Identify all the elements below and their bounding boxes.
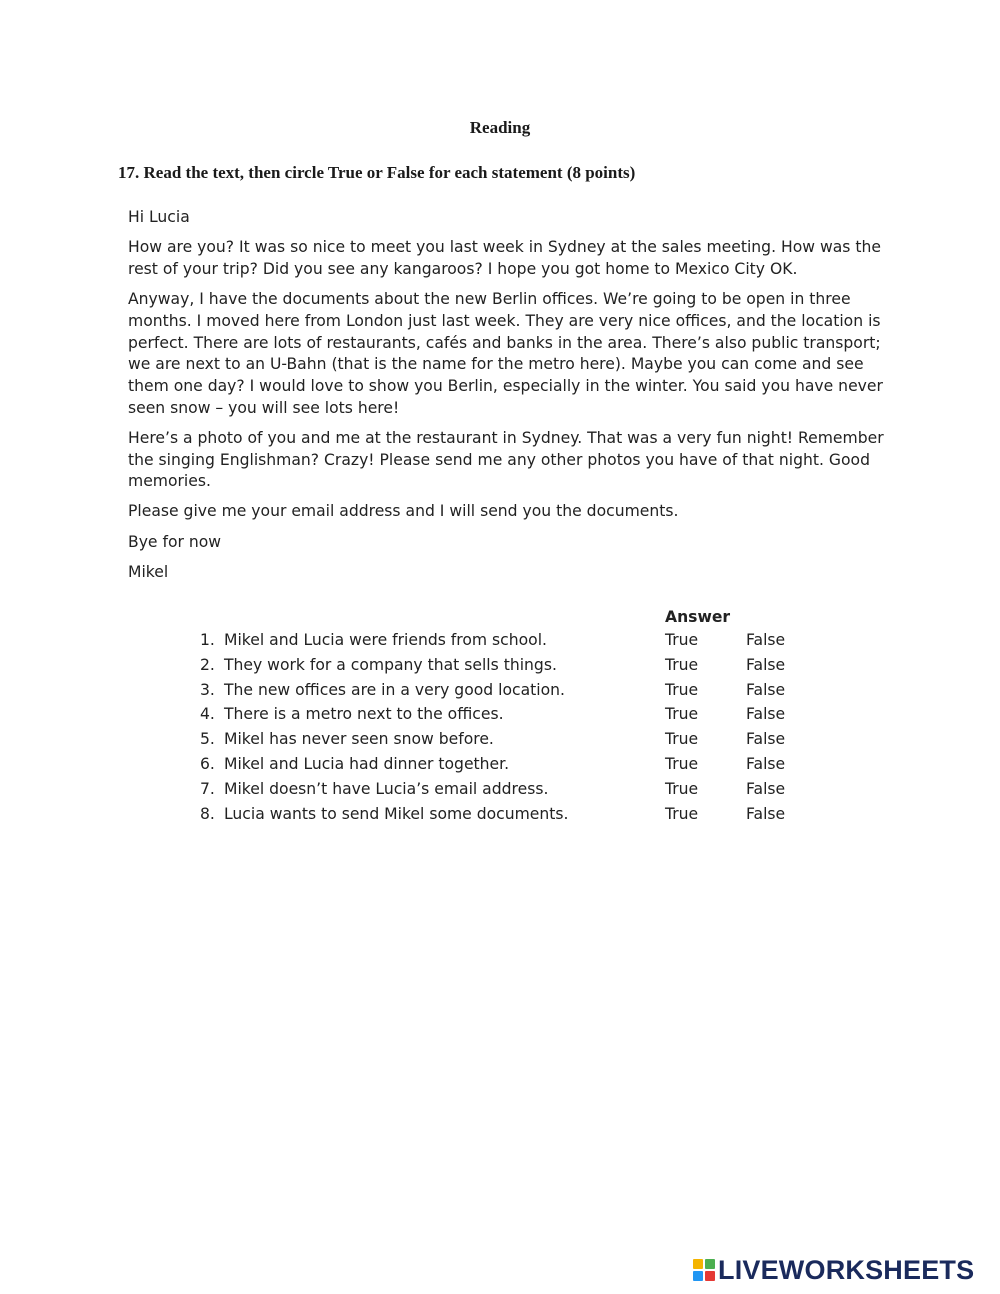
false-option[interactable]: False [746, 754, 786, 773]
statement-row [200, 680, 820, 705]
letter-paragraph: Here’s a photo of you and me at the restaurant in Sydney. That was a very fun night! Remember the singing Englishman? Crazy! Please send me any other photos you have of that night. Good memories. [128, 428, 884, 491]
true-option[interactable]: True [665, 804, 699, 823]
false-option[interactable]: False [746, 730, 786, 749]
statement-number: 3. [200, 680, 215, 699]
exercise-instruction: 17. Read the text, then circle True or False for each statement (8 points) [118, 163, 636, 182]
true-option[interactable]: True [665, 705, 699, 724]
statement-text: Lucia wants to send Mikel some documents. [224, 804, 569, 823]
statement-row [200, 804, 820, 829]
statement-row [200, 754, 820, 779]
false-option[interactable]: False [746, 655, 786, 674]
answer-column-header: Answer [665, 608, 731, 626]
logo-square [705, 1259, 715, 1269]
statement-row [200, 779, 820, 804]
liveworksheets-brand [693, 1254, 974, 1286]
page-title: Reading [469, 118, 531, 137]
statement-text: They work for a company that sells things. [224, 655, 557, 674]
letter-paragraph: Please give me your email address and I will send you the documents. [128, 502, 679, 521]
statement-row [200, 729, 820, 754]
statement-number: 2. [200, 655, 215, 674]
statement-text: Mikel has never seen snow before. [224, 730, 494, 749]
statement-number: 8. [200, 804, 215, 823]
statement-row [200, 704, 820, 729]
statement-text: The new offices are in a very good location. [224, 680, 565, 699]
false-option[interactable]: False [746, 705, 786, 724]
letter-closing: Bye for now [128, 532, 222, 551]
statement-number: 1. [200, 631, 215, 649]
true-option[interactable]: True [665, 754, 699, 773]
true-option[interactable]: True [665, 779, 699, 798]
false-option[interactable]: False [746, 680, 786, 699]
logo-square [705, 1271, 715, 1281]
false-option[interactable]: False [746, 779, 786, 798]
statement-number: 6. [200, 754, 215, 773]
true-option[interactable]: True [665, 655, 699, 674]
statement-row [200, 655, 820, 680]
brand-name: LIVEWORKSHEETS [718, 1254, 975, 1285]
statement-text: There is a metro next to the offices. [224, 705, 504, 724]
reading-letter [128, 207, 888, 592]
false-option[interactable]: False [746, 631, 786, 649]
letter-greeting: Hi Lucia [128, 208, 190, 226]
true-option[interactable]: True [665, 680, 699, 699]
statement-number: 7. [200, 779, 215, 798]
statement-text: Mikel doesn’t have Lucia’s email address. [224, 779, 549, 798]
statement-text: Mikel and Lucia were friends from school. [224, 631, 548, 649]
logo-square [693, 1259, 703, 1269]
statement-text: Mikel and Lucia had dinner together. [224, 754, 510, 773]
false-option[interactable]: False [746, 804, 786, 823]
letter-signature: Mikel [128, 562, 169, 581]
statement-number: 5. [200, 730, 215, 749]
statement-number: 4. [200, 705, 215, 724]
statement-row [200, 630, 820, 655]
liveworksheets-logo-icon [693, 1259, 715, 1281]
letter-paragraph: How are you? It was so nice to meet you last week in Sydney at the sales meeting. How was the rest of your trip? Did you see any kangaroos? I hope you got home to Mexico City OK. [128, 238, 881, 278]
letter-paragraph: Anyway, I have the documents about the new Berlin offices. We’re going to be open in three months. I moved here from London just last week. They are very nice offices, and the location is perfect. There are lots of restaurants, cafés and banks in the area. There’s also public transport; we are next to an U-Bahn (that is the name for the metro here). Maybe you can come and see them one day? I would love to show you Berlin, especially in the winter. You said you have never seen snow – you will see lots here! [128, 290, 883, 417]
logo-square [693, 1271, 703, 1281]
true-option[interactable]: True [665, 631, 699, 649]
true-option[interactable]: True [665, 730, 699, 749]
